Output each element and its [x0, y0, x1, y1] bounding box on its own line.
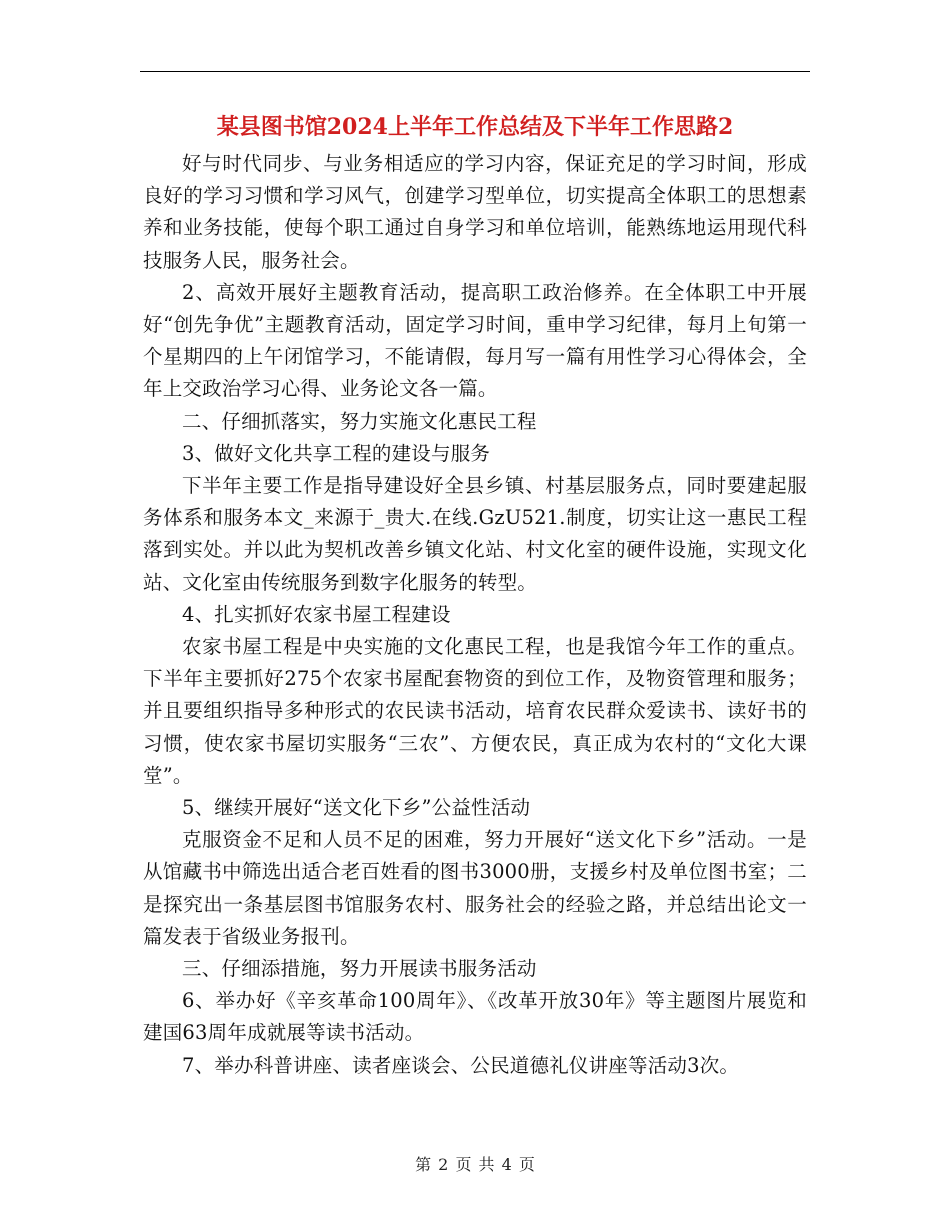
paragraph: 7、举办科普讲座、读者座谈会、公民道德礼仪讲座等活动3次。 — [182, 1053, 740, 1077]
section-heading: 三、仔细添措施，努力开展读书服务活动 — [182, 957, 537, 981]
item-heading: 3、做好文化共享工程的建设与服务 — [182, 441, 491, 465]
item-heading: 5、继续开展好“送文化下乡”公益性活动 — [182, 796, 531, 820]
item-heading: 4、扎实抓好农家书屋工程建设 — [182, 602, 451, 626]
document-title: 某县图书馆2024上半年工作总结及下半年工作思路2 — [216, 114, 734, 140]
section-heading: 二、仔细抓落实，努力实施文化惠民工程 — [182, 409, 537, 433]
paragraph: 6、举办好《辛亥革命100周年》、《改革开放30年》等主题图片展览和建国63周年成就展等读书活动。 — [143, 989, 807, 1045]
document-body — [143, 148, 807, 1082]
page-footer: 第 2 页 共 4 页 — [415, 1155, 535, 1174]
paragraph: 下半年主要工作是指导建设好全县乡镇、村基层服务点，同时要建起服务体系和服务本文_来源于_贵大.在线.GzU521.制度，切实让这一惠民工程落到实处。并以此为契机改善乡镇文化站、村文化室的硬件设施，实现文化站、文化室由传统服务到数字化服务的转型。 — [143, 474, 807, 594]
header-rule — [140, 71, 810, 72]
paragraph: 好与时代同步、与业务相适应的学习内容，保证充足的学习时间，形成良好的学习习惯和学习风气，创建学习型单位，切实提高全体职工的思想素养和业务技能，使每个职工通过自身学习和单位培训，能熟练地运用现代科技服务人民，服务社会。 — [143, 152, 807, 272]
paragraph: 克服资金不足和人员不足的困难，努力开展好“送文化下乡”活动。一是从馆藏书中筛选出适合老百姓看的图书3000册，支援乡村及单位图书室；二是探究出一条基层图书馆服务农村、服务社会的经验之路，并总结出论文一篇发表于省级业务报刊。 — [143, 828, 807, 948]
paragraph: 农家书屋工程是中央实施的文化惠民工程，也是我馆今年工作的重点。下半年主要抓好275个农家书屋配套物资的到位工作，及物资管理和服务；并且要组织指导多种形式的农民读书活动，培育农民群众爱读书、读好书的习惯，使农家书屋切实服务“三农”、方便农民，真正成为农村的“文化大课堂”。 — [143, 635, 807, 787]
paragraph: 2、高效开展好主题教育活动，提高职工政治修养。在全体职工中开展好“创先争优”主题教育活动，固定学习时间，重申学习纪律，每月上旬第一个星期四的上午闭馆学习，不能请假，每月写一篇有用性学习心得体会，全年上交政治学习心得、业务论文各一篇。 — [143, 280, 807, 401]
